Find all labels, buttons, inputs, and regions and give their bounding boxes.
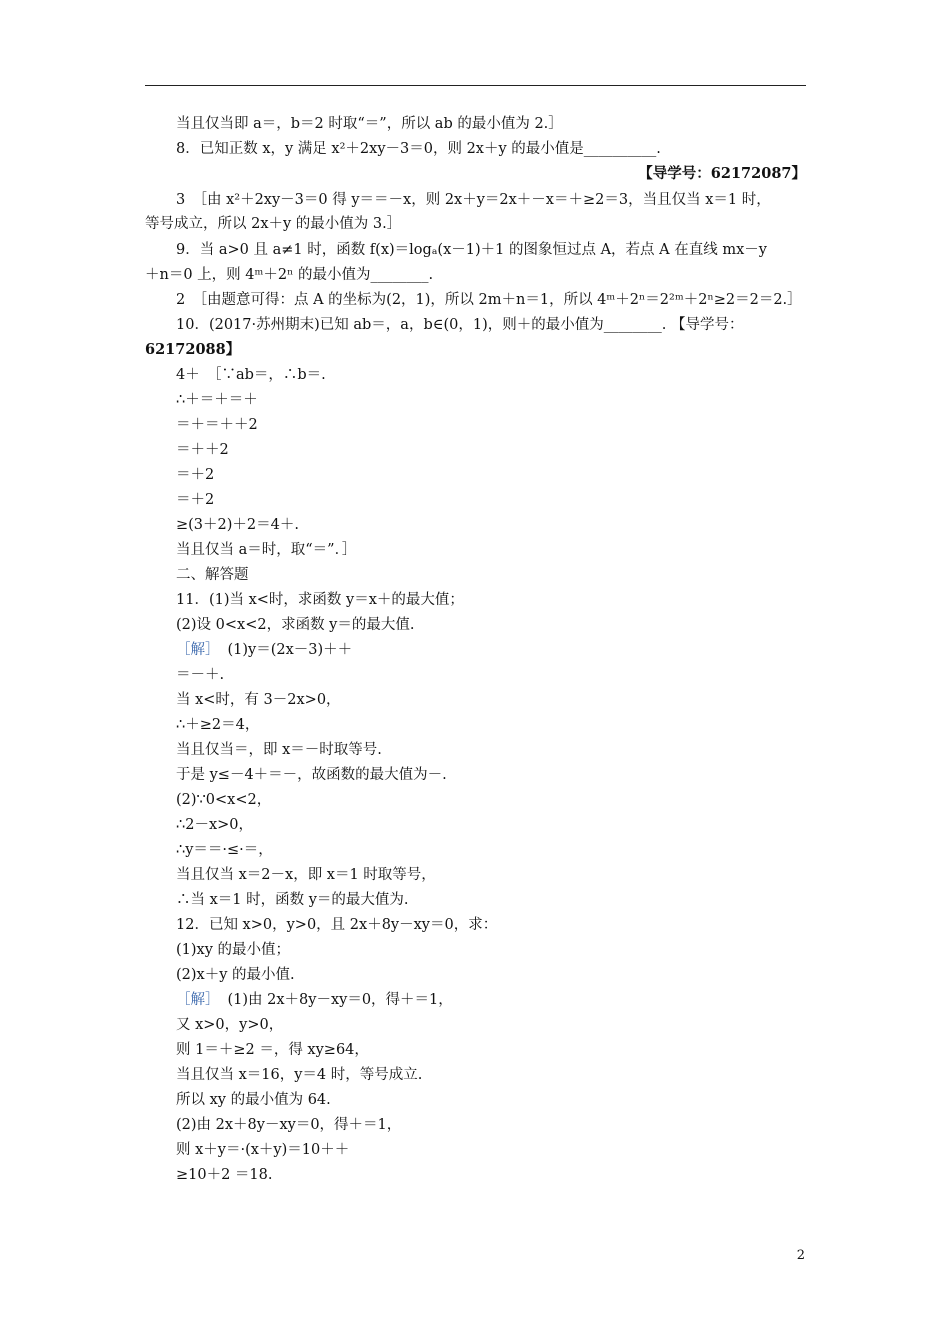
answer-9: 2 ［由题意可得：点 A 的坐标为(2，1)，所以 2m＋n＝1，所以 4ᵐ＋2ⁿ＝2²ᵐ＋2ⁿ≥2＝2＝2.］ bbox=[176, 292, 802, 308]
text-line: ＝－＋. bbox=[176, 667, 225, 683]
text-line: ∴当 x＝1 时，函数 y＝的最大值为. bbox=[176, 892, 409, 908]
header-rule bbox=[145, 85, 806, 86]
text-line: ＝＋＋2 bbox=[176, 442, 229, 458]
text-line: ＝＋2 bbox=[176, 467, 215, 483]
page-number: 2 bbox=[796, 1248, 805, 1263]
guide-number: 【导学号：62172087】 bbox=[638, 165, 806, 182]
text-line: ∴＋≥2＝4， bbox=[176, 717, 260, 733]
text-line: (2)设 0<x<2，求函数 y＝的最大值. bbox=[176, 617, 415, 633]
question-12: 12．已知 x>0，y>0，且 2x＋8y－xy＝0，求： bbox=[176, 917, 498, 933]
text-line: ≥(3＋2)＋2＝4＋. bbox=[176, 517, 299, 533]
text-line: ＋n＝0 上，则 4ᵐ＋2ⁿ 的最小值为________. bbox=[145, 267, 434, 283]
text-line: ＝＋2 bbox=[176, 492, 215, 508]
text-line: 所以 xy 的最小值为 64. bbox=[176, 1092, 331, 1108]
text-line: 当 x<时，有 3－2x>0， bbox=[176, 692, 341, 708]
solution-text: (1)y＝(2x－3)＋＋ bbox=[227, 642, 353, 658]
text-line: 当且仅当 x＝16，y＝4 时，等号成立. bbox=[176, 1067, 423, 1083]
text-line: ∴＋＝＋＝＋ bbox=[176, 392, 258, 408]
question-8: 8．已知正数 x，y 满足 x²＋2xy－3＝0，则 2x＋y 的最小值是__________. bbox=[176, 141, 661, 157]
text-line: 当且仅当＝，即 x＝－时取等号. bbox=[176, 742, 382, 758]
answer-8: 3 ［由 x²＋2xy－3＝0 得 y＝＝－x，则 2x＋y＝2x＋－x＝＋≥2＝3，当且仅当 x＝1 时， bbox=[176, 192, 771, 208]
guide-number: 62172088】 bbox=[145, 341, 241, 358]
answer-10: 4＋ ［∵ab＝，∴b＝. bbox=[176, 367, 326, 383]
text-line: (1)xy 的最小值； bbox=[176, 942, 291, 958]
text-line: 则 x＋y＝·(x＋y)＝10＋＋ bbox=[176, 1142, 350, 1158]
question-9: 9．当 a>0 且 a≠1 时，函数 f(x)＝logₐ(x－1)＋1 的图象恒过点 A，若点 A 在直线 mx－y bbox=[176, 242, 767, 258]
text-line: (2)∵0<x<2， bbox=[176, 792, 272, 808]
solution-11 bbox=[176, 640, 352, 660]
solution-label: ［解］ bbox=[176, 642, 220, 658]
question-10: 10．(2017·苏州期末)已知 ab＝，a，b∈(0，1)，则＋的最小值为________. 【导学号： bbox=[176, 317, 744, 333]
text-line: 当且仅当即 a＝，b＝2 时取“＝”，所以 ab 的最小值为 2.］ bbox=[176, 116, 563, 132]
solution-label: ［解］ bbox=[176, 992, 220, 1008]
text-line: (2)由 2x＋8y－xy＝0，得＋＝1， bbox=[176, 1117, 402, 1133]
text-line: 等号成立，所以 2x＋y 的最小值为 3.］ bbox=[145, 216, 402, 232]
text-line: ∴y＝＝·≤·＝， bbox=[176, 842, 273, 858]
text-line: ≥10＋2 ＝18. bbox=[176, 1167, 273, 1183]
text-line: 当且仅当 a＝时，取“＝”．］ bbox=[176, 542, 357, 558]
solution-text: (1)由 2x＋8y－xy＝0，得＋＝1， bbox=[227, 992, 453, 1008]
text-line: ＝＋＝＋＋2 bbox=[176, 417, 258, 433]
text-line: 又 x>0，y>0， bbox=[176, 1017, 284, 1033]
text-line: (2)x＋y 的最小值. bbox=[176, 967, 295, 983]
text-line: 则 1＝＋≥2 ＝，得 xy≥64， bbox=[176, 1042, 369, 1058]
text-line: 当且仅当 x＝2－x，即 x＝1 时取等号， bbox=[176, 867, 436, 883]
text-line: 于是 y≤－4＋＝－，故函数的最大值为－. bbox=[176, 767, 447, 783]
question-11: 11．(1)当 x<时，求函数 y＝x＋的最大值； bbox=[176, 592, 464, 608]
section-heading: 二、解答题 bbox=[176, 567, 249, 583]
solution-12 bbox=[176, 990, 453, 1010]
text-line: ∴2－x>0， bbox=[176, 817, 254, 833]
